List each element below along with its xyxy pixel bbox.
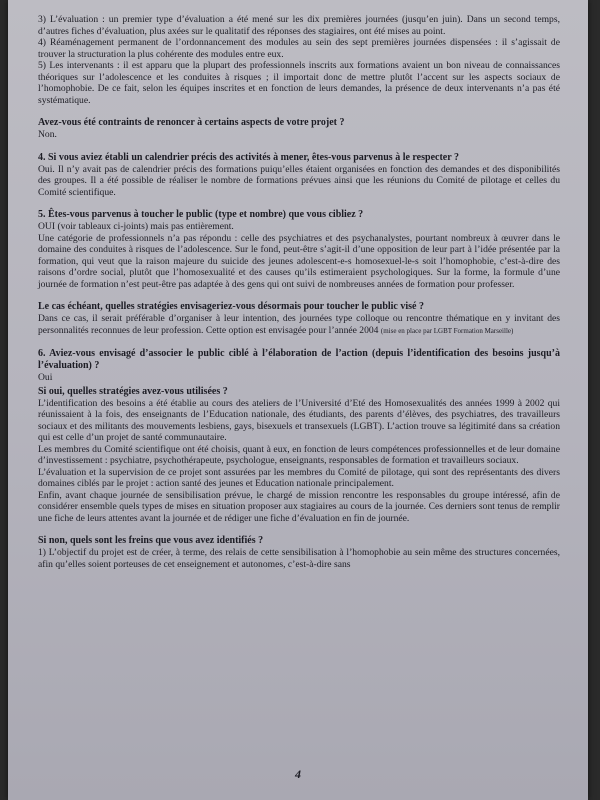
answer-text: Oui. Il n’y avait pas de calendrier précis des formations puiqu’elles étaient organisées en fonction des demandes et des disponibilités des groupes. Il a été possible de réaliser le nombre de formations prévues ainsi que les réunions du Comité de pilotage et celles du Comité scientifique.	[38, 163, 560, 198]
question-heading: 5. Êtes-vous parvenus à toucher le public (type et nombre) que vous cibliez ?	[38, 209, 364, 220]
answer-text: OUI (voir tableaux ci-joints) mais pas entièrement.	[38, 221, 234, 232]
question-heading: Si non, quels sont les freins que vous avez identifiés ?	[38, 535, 264, 546]
answer-text: Une catégorie de professionnels n’a pas répondu : celle des psychiatres et des psychanalystes, pourtant nombreux à œuvrer dans le domaine des conduites à risques de l’adolescence. Sur le fond, peut-être s’agit-il d’une opposition de leur part à l’idée présentée par la formation, qui veut que la raison majeure du suicide des jeunes adolescent-e-s homosexuel-le-s soit l’homophobie, c’est-à-dire des raisons d’ordre social, plutôt que l’homosexualité et des causes qu’ils estimeraient psychologiques. Sur la forme, la formule d’une journée de formation n’est peut-être pas adaptée à des gens qui ont suivi de nombreuses années de formation pour professer.	[38, 232, 560, 290]
question-heading: Le cas échéant, quelles stratégies envisageriez-vous désormais pour toucher le public visé ?	[38, 301, 424, 312]
answer-text: 1) L’objectif du projet est de créer, à terme, des relais de cette sensibilisation à l’homophobie au sein même des structures concernées, afin qu’elles soient porteuses de cet enseignement et autonomes, c’est-à-dire sans	[38, 547, 560, 570]
answer-main: Dans ce cas, il serait préférable d’organiser à leur intention, des journées type colloque ou rencontre thématique en y invitant des personnalités reconnues de leur profession. Cette option est envisagée pour l’année 2004	[38, 313, 560, 336]
list-item: 4) Réaménagement permanent de l’ordonnancement des modules au sein des sept premières journées dispensées : il s’agissait de trouver la structuration la plus cohérente des modules entre eux.	[38, 37, 560, 60]
document-body	[38, 14, 560, 570]
question-heading: 6. Aviez-vous envisagé d’associer le public ciblé à l’élaboration de l’action (depuis l’identification des besoins jusqu’à l’évaluation) ?	[38, 348, 560, 371]
paragraph: Enfin, avant chaque journée de sensibilisation prévue, le chargé de mission rencontre les responsables du groupe intéressé, afin de considérer ensemble quels types de mises en situation proposer aux stagiaires au cours de la journée. Ces derniers sont tenus de remplir une fiche de leurs attentes avant la journée et de rédiger une fiche d’évaluation en fin de journée.	[38, 489, 560, 524]
paragraph: L’identification des besoins a été établie au cours des ateliers de l’Université d’Eté des Homosexualités des années 1999 à 2002 qui réunissaient à la fois, des enseignants de l’Education nationale, des étudiants, des parents d’élèves, des psychiatres, des travailleurs sociaux et des militants des mouvements lesbiens, gays, bisexuels et transexuels (LGBT). L’action trouve sa légitimité dans sa création qui est celle d’un projet de santé communautaire.	[38, 397, 560, 443]
list-item: 3) L’évaluation : un premier type d’évaluation a été mené sur les dix premières journées (jusqu’en juin). Dans un second temps, d’autres fiches d’évaluation, plus axées sur le qualitatif des réponses des stagiaires, ont été mises au point.	[38, 14, 560, 37]
paragraph: L’évaluation et la supervision de ce projet sont assurées par les membres du Comité de pilotage, qui sont des représentants des divers domaines ciblés par le projet : action santé des jeunes et Education nationale principalement.	[38, 466, 560, 489]
answer-note: (mise en place par LGBT Formation Marseille)	[380, 326, 514, 335]
question-heading: Avez-vous été contraints de renoncer à certains aspects de votre projet ?	[38, 117, 345, 128]
document-page	[8, 0, 588, 800]
list-item: 5) Les intervenants : il est apparu que la plupart des professionnels inscrits aux formations avaient un bon niveau de connaissances théoriques sur l’adolescence et les conduites à risques ; il importait donc de mettre plutôt l’accent sur les aspects sociaux de l’homophobie. De ce fait, selon les équipes inscrites et en fonction de leurs demandes, la présence de deux intervenants n’a pas été systématique.	[38, 60, 560, 106]
sub-question-heading: Si oui, quelles stratégies avez-vous utilisées ?	[38, 385, 228, 397]
answer-text: Non.	[38, 129, 57, 140]
paragraph: Les membres du Comité scientifique ont été choisis, quant à eux, en fonction de leurs compétences professionnelles et de leur domaine d’investissement : psychiatre, psychothérapeute, psychologue, enseignants, responsables de formation et travailleurs sociaux.	[38, 443, 560, 466]
answer-text	[38, 313, 560, 337]
question-heading: 4. Si vous aviez établi un calendrier précis des activités à mener, êtes-vous parvenus à le respecter ?	[38, 151, 459, 163]
answer-text: Oui	[38, 372, 53, 383]
page-number: 4	[295, 767, 301, 781]
